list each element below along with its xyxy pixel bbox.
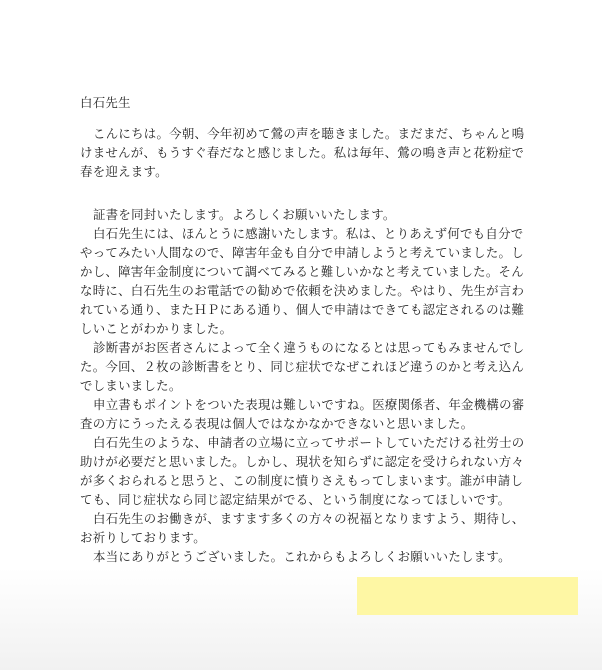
letter-line: 申立書もポイントをついた表現は難しいですね。医療関係者、年金機構の審: [93, 397, 525, 412]
letter-line: が多くおられると思うと、この制度に憤りさえもってしまいます。誰が申請し: [80, 473, 524, 488]
letter-line: でしまいました。: [80, 378, 182, 393]
letter-line: 白石先生のお働きが、ますます多くの方々の祝福となりますよう、期待し、: [93, 511, 525, 526]
letter-line: 春を迎えます。: [80, 164, 168, 179]
letter-line: こんにちは。今朝、今年初めて鶯の声を聴きました。まだまだ、ちゃんと鳴: [93, 126, 525, 141]
letter-line: 査の方にうったえる表現は個人ではなかなかできないと思いました。: [80, 416, 474, 431]
letter-line: お祈りしております。: [80, 530, 206, 545]
letter-line: 白石先生のような、申請者の立場に立ってサポートしていただける社労士の: [93, 435, 525, 450]
letter-line: な時に、白石先生のお電話での勧めで依頼を決めました。やはり、先生が言わ: [80, 283, 525, 298]
letter-line: ても、同じ症状なら同じ認定結果がでる、という制度になってほしいです。: [80, 492, 511, 507]
letter-line: 白石先生には、ほんとうに感謝いたします。私は、とりあえず何でも自分で: [93, 226, 524, 241]
letter-line: れている通り、またＨＰにある通り、個人で申請はできても認定されるのは難: [80, 302, 525, 317]
letter-line: しいことがわかりました。: [80, 321, 233, 336]
letter-line: 診断書がお医者さんによって全く違うものになるとは思ってもみませんでし: [93, 340, 525, 355]
letter-line: 助けが必要だと思いました。しかし、現状を知らずに認定を受けられない方々: [80, 454, 525, 469]
redacted-signature-highlight: [357, 577, 578, 615]
salutation: 白石先生: [80, 95, 131, 110]
letter-line: やってみたい人間なので、障害年金も自分で申請しようと考えていました。し: [80, 245, 524, 260]
letter-line: かし、障害年金制度について調べてみると難しいかなと考えていました。そん: [80, 264, 524, 279]
letter-line: た。今回、２枚の診断書をとり、同じ症状でなぜこれほど違うのかと考え込ん: [80, 359, 525, 374]
letter-line: けませんが、もうすぐ春だなと感じました。私は毎年、鶯の鳴き声と花粉症で: [80, 145, 525, 160]
letter-line: 本当にありがとうございました。これからもよろしくお願いいたします。: [93, 549, 511, 564]
letter-line: 証書を同封いたします。よろしくお願いいたします。: [93, 207, 396, 222]
